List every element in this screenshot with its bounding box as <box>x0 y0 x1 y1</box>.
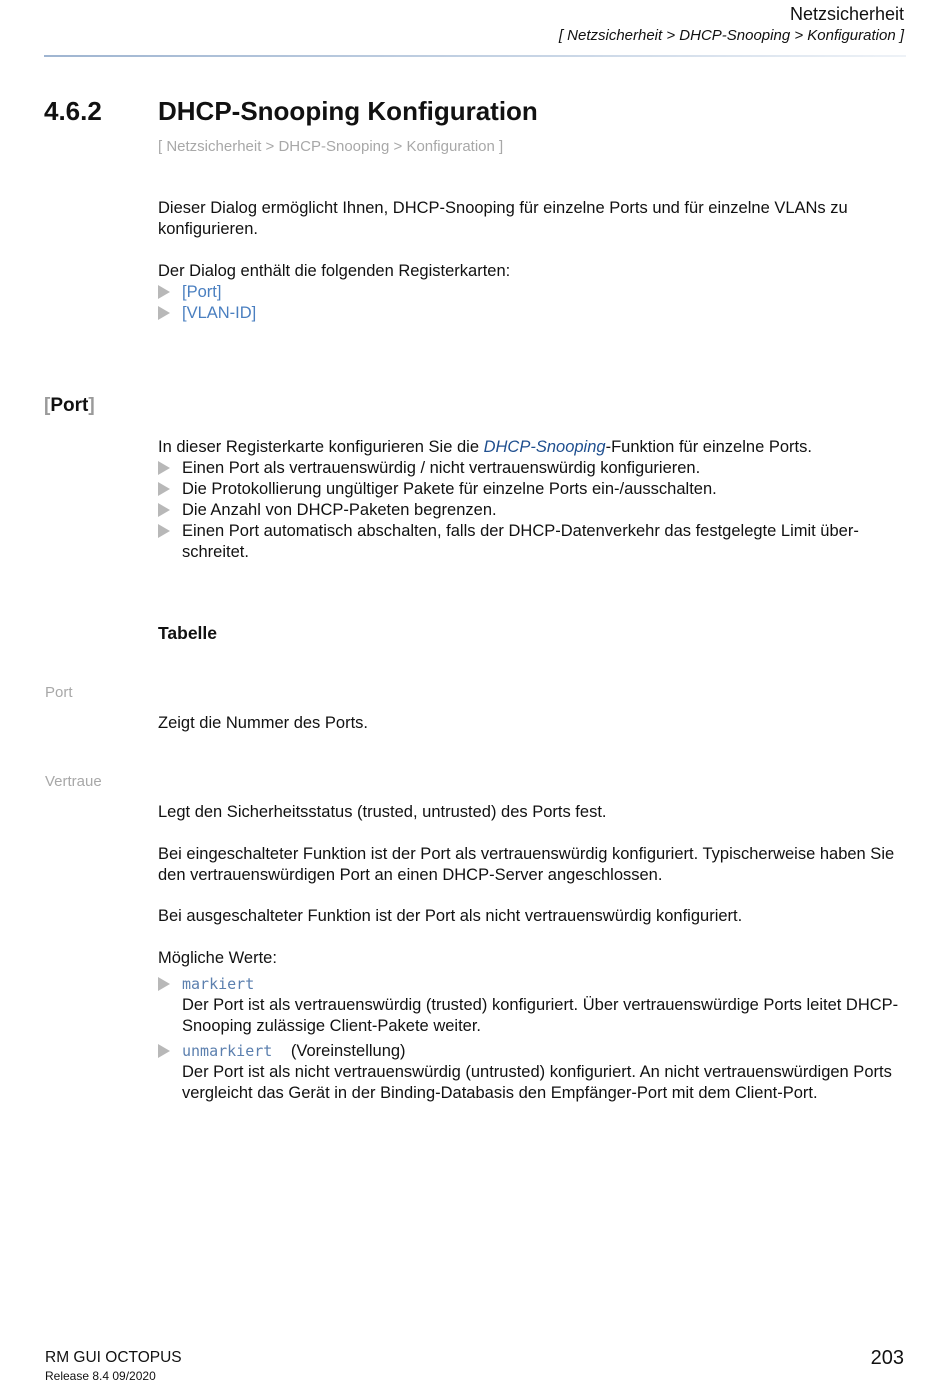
page-number: 203 <box>870 1347 904 1369</box>
field-desc-port: Zeigt die Nummer des Ports. <box>158 714 368 732</box>
port-intro <box>158 437 906 458</box>
value-item-body <box>182 974 906 1037</box>
port-tab-heading <box>44 395 95 417</box>
port-intro-text-end: -Funktion für einzelne Ports. <box>605 438 812 456</box>
footer-release: Release 8.4 09/2020 <box>45 1369 156 1383</box>
bullet-triangle-icon <box>158 482 170 496</box>
heading-text: Port <box>50 395 89 416</box>
bullet-triangle-icon <box>158 461 170 475</box>
value-desc: Der Port ist als vertrauenswürdig (trusted) konfiguriert. Über vertrauenswürdige Ports leitet DHCP-Snooping zulässige Client-Pakete weiter. <box>182 996 899 1035</box>
section-number: 4.6.2 <box>44 96 102 126</box>
port-bullet-text: Die Anzahl von DHCP-Paketen begrenzen. <box>182 501 497 519</box>
field-desc-trusted-off: Bei ausgeschalteter Funktion ist der Port als nicht vertrauenswürdig konfiguriert. <box>158 907 743 925</box>
page-header-breadcrumb: [ Netzsicherheit > DHCP-Snooping > Konfiguration ] <box>558 27 904 44</box>
intro-paragraph: Dieser Dialog ermöglicht Ihnen, DHCP-Snooping für einzelne Ports und für einzelne VLANs zu konfigurieren. <box>158 199 848 238</box>
field-desc-trusted: Legt den Sicherheitsstatus (trusted, untrusted) des Ports fest. <box>158 803 607 821</box>
value-name: unmarkiert <box>182 1042 273 1060</box>
field-label-trusted: Vertraue <box>45 773 102 790</box>
bullet-triangle-icon <box>158 524 170 538</box>
value-note: (Voreinstellung) <box>290 1042 406 1060</box>
port-intro-text: In dieser Registerkarte konfigurieren Sie die <box>158 438 484 456</box>
section-title: DHCP-Snooping Konfiguration <box>158 96 538 126</box>
table-heading: Tabelle <box>158 623 218 643</box>
bullet-triangle-icon <box>158 977 170 991</box>
port-bullet-text: Einen Port automatisch abschalten, falls der DHCP-Datenverkehr das festgelegte Limit über-schreitet. <box>182 522 859 561</box>
bullet-triangle-icon <box>158 503 170 517</box>
field-desc-trusted-on: Bei eingeschalteter Funktion ist der Port als vertrauenswürdig konfiguriert. Typischerweise haben Sie den vertrauenswürdigen Port an einen DHCP-Server angeschlossen. <box>158 845 895 884</box>
heading-bracket-open: [ <box>44 395 51 416</box>
port-bullet-text: Die Protokollierung ungültiger Pakete für einzelne Ports ein-/ausschalten. <box>182 480 717 498</box>
heading-bracket-close: ] <box>88 395 95 416</box>
bullet-triangle-icon <box>158 1044 170 1058</box>
value-desc: Der Port ist als nicht vertrauenswürdig (untrusted) konfiguriert. An nicht vertrauenswürdigen Ports vergleicht das Gerät in der Binding-Databasis den Empfänger-Port mit dem Client-Port. <box>182 1063 892 1102</box>
port-bullet-text: Einen Port als vertrauenswürdig / nicht vertrauenswürdig konfigurieren. <box>182 459 701 477</box>
port-bullet <box>158 479 906 500</box>
header-divider <box>44 55 906 57</box>
field-label-port: Port <box>45 684 73 701</box>
footer-product: RM GUI OCTOPUS <box>45 1349 182 1366</box>
tab-link-port-item <box>158 282 906 303</box>
value-item-marked <box>158 974 906 1037</box>
section-breadcrumb: [ Netzsicherheit > DHCP-Snooping > Konfiguration ] <box>158 138 504 155</box>
tab-link-vlan-item <box>158 303 906 324</box>
tab-link-port[interactable]: [Port] <box>182 283 222 301</box>
page-header-title: Netzsicherheit <box>789 4 904 24</box>
value-item-unmarked <box>158 1041 906 1104</box>
port-bullet <box>158 458 906 479</box>
value-name: markiert <box>182 975 255 993</box>
bullet-triangle-icon <box>158 306 170 320</box>
bullet-triangle-icon <box>158 285 170 299</box>
tabs-intro: Der Dialog enthält die folgenden Registerkarten: <box>158 262 511 280</box>
tab-link-vlan-id[interactable]: [VLAN-ID] <box>182 304 257 322</box>
port-bullet <box>158 521 906 563</box>
values-intro: Mögliche Werte: <box>158 949 277 967</box>
port-bullet <box>158 500 906 521</box>
value-item-body <box>182 1041 906 1104</box>
dhcp-snooping-link[interactable]: DHCP-Snooping <box>483 438 606 456</box>
